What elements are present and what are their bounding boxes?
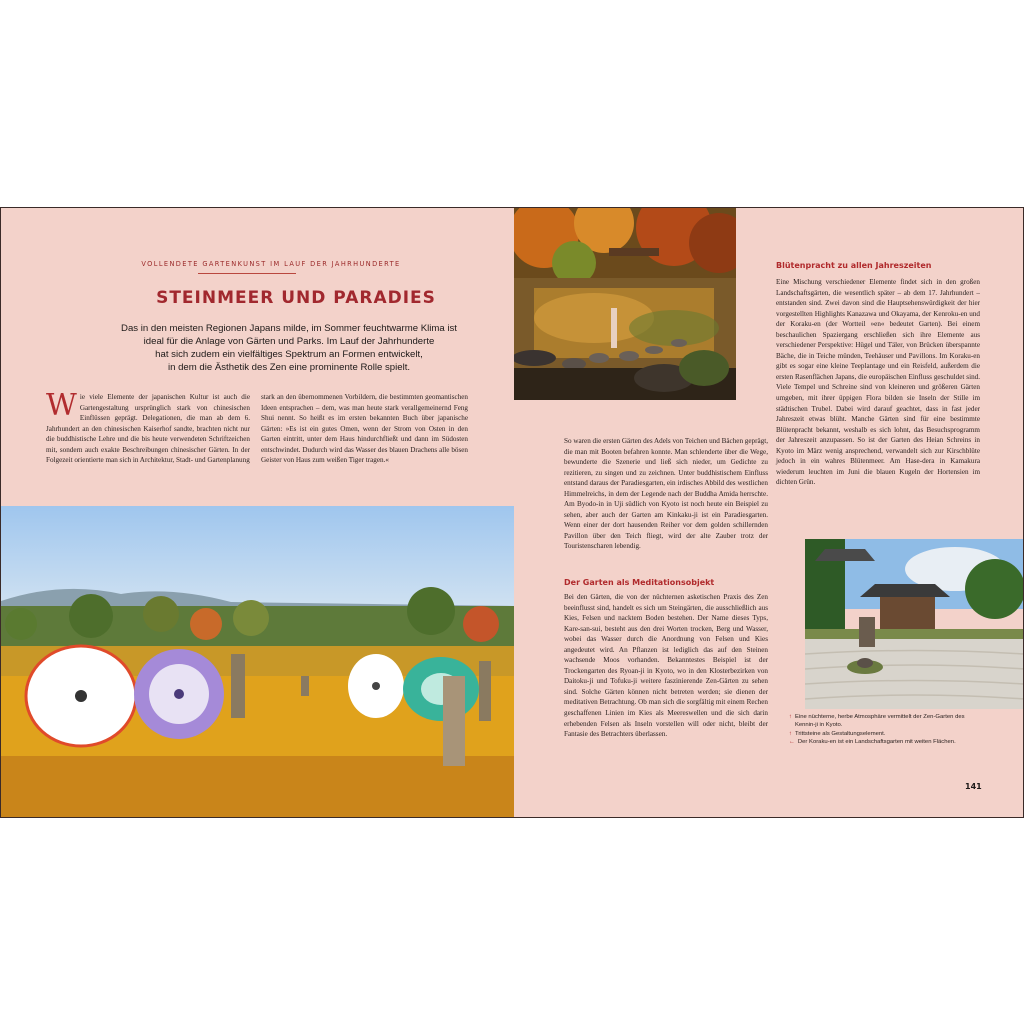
- caption: ↑ Trittsteine als Gestaltungselement.: [789, 730, 886, 737]
- kicker-rule: [198, 273, 296, 274]
- lead-paragraph: Das in den meisten Regionen Japans milde, im Sommer feuchtwarme Klima ist ideal für die Anlage von Gärten und Parks. Im Lauf der Jahrhunderte hat sich zudem ein vielfältiges Spektrum an Formen entwickelt, in dem die Ästhetik des Zen eine prominente Rolle spielt.: [121, 323, 457, 373]
- subhead-meditation: Der Garten als Meditationsobjekt: [564, 578, 715, 587]
- drop-cap: W: [46, 388, 77, 423]
- body-text: ie viele Elemente der japanischen Kultur ist auch die Gartengestaltung ursprünglich stark von chinesischen Einflüssen geprägt. Delegationen, die man ab dem 6. Jahrhundert an den chinesischen Kaiserhof sandte, brachten nicht nur die buddhistische Lehre und die bis heute verwendeten Schriftzeichen mit, sondern auch exakte Beschreibungen chinesischer Gärten. In der Folgezeit orientierte man sich in Architektur, Stadt- und Gartenplanung: [46, 393, 250, 465]
- body-text: So waren die ersten Gärten des Adels von Teichen und Bächen geprägt, die man mit Booten befahren konnte. Man schlenderte über die Wege, bewunderte die Szenerie und ließ sich nieder, um Gedichte zu rezitieren, zu singen und zu zeichnen. Unter buddhistischem Einfluss entstand daraus der Paradiesgarten, ein irdisches Abbild des westlichen Himmelreichs, in dem der Legende nach der Buddha Amida herrschte. Am Byodo-in in Uji südlich von Kyoto ist noch heute ein Beispiel zu sehen, aber auch der Garten am Kinkaku-ji ist ein Paradiesgarten. Wenn einer der dort hausenden Reiher vor dem golden schillernden Pavillon über den Teich fliegt, wird der alte Zauber trotz der Touristenscharen lebendig.: [564, 437, 769, 551]
- umbrella-field-photo: [1, 506, 514, 818]
- arrow-left-icon: ←: [789, 738, 795, 745]
- text-column-3b: [564, 592, 768, 740]
- subhead-seasons: Blütenpracht zu allen Jahreszeiten: [776, 261, 932, 270]
- page-number: 141: [965, 782, 982, 791]
- text-column-2: [261, 392, 468, 466]
- text-column-4: [776, 277, 980, 488]
- body-text: Eine Mischung verschiedener Elemente findet sich in den großen Landschaftsgärten, die wesentlich später – ab dem 17. Jahrhundert – entstanden sind. Zwei davon sind die Hauptsehenswürdigkeit der hier vorgestellten Highlights Kanazawa und Okayama, der Kenroku-en und der Koraku-en (der Wortteil »en« bedeutet Garten). Bei einem beschaulichen Spaziergang erschließen sich ihre Elemente aus verschiedener Perspektive: Hügel und Täler, von Brücken überspannte Bäche, die in Teiche münden, Teehäuser und Pavillons. Im Koraku-en gibt es sogar eine kleine Teeplantage und ein Reisfeld, außerdem die ersten Rasenflächen Japans, die europäischen Einfluss geschuldet sind. Viele Tempel und Schreine sind von kleineren und größeren Gärten umgeben, mit ihrer üppigen Flora bilden sie Inseln der Stille im städtischen Trubel. Dabei wird darauf geachtet, dass in fast jeder Jahreszeit etwas blüht. Manche Gärten sind für eine bestimmte Blütenpracht bekannt, weshalb es sich lohnt, das Besuchsprogramm der Jahreszeit anzupassen. So ist der Garten des Heian Schreins in Kyoto im März wenig ansprechend, verwandelt sich zur Kirschblüte jedoch in ein wahres Blütenmeer. Am Hase-dera in Kamakura wiederum leuchten im Juni die blauen Kugeln der Hortensien im dichten Grün.: [776, 278, 980, 487]
- text-column-3: [564, 436, 768, 552]
- arrow-up-icon: ↑: [789, 714, 792, 720]
- caption: ↑ Eine nüchterne, herbe Atmosphäre vermittelt der Zen-Garten des Kennin-ji in Kyoto.: [789, 714, 965, 729]
- book-spread: [0, 207, 1024, 818]
- text-column-1: [46, 388, 250, 466]
- caption: ← Der Koraku-en ist ein Landschaftsgarten mit weiten Flächen.: [789, 738, 956, 745]
- section-kicker: VOLLENDETE GARTENKUNST IM LAUF DER JAHRHUNDERTE: [141, 260, 401, 268]
- body-text: stark an den übernommenen Vorbildern, die bestimmten geomantischen Ideen entsprachen – dem, was man heute stark verallgemeinernd Feng Shui nennt. So heißt es im ersten bekannten Buch über japanische Gärten: »Es ist ein gutes Omen, wenn der Strom von Osten in den Garten eintritt, unter dem Haus hindurchfließt und dann im Südosten entschwindet. Dudurch wird das Wasser des blauen Drachens alle bösen Geister von Haus zum weißen Tiger tragen.«: [261, 393, 468, 465]
- arrow-up-icon: ↑: [789, 730, 792, 737]
- zen-garden-photo: [805, 539, 1024, 709]
- body-text: Bei den Gärten, die von der nüchternen asketischen Praxis des Zen beeinflusst sind, handelt es sich um Steingärten, die ausschließlich aus Kies, Felsen und nacktem Boden bestehen. Der Name dieses Typs, Kare-san-sui, besteht aus den drei Worten trocken, Berg und Wasser, wobei das Wasser durch die Anordnung von Felsen und Kies angedeutet wird. An Pflanzen ist lediglich das auf den Steinen wachsende Moos vorhanden. Bekanntestes Beispiel ist der Trockengarten des Ryoan-ji in Kyoto, wo in den Klosterbezirken von Daitoku-ji und Tofuku-ji weitere faszinierende Zen-Gärten zu sehen sind. Solche Gärten können nicht betreten werden; sie dienen der meditativen Betrachtung. Ob man sich die sorgfältig mit einem Rechen geschaffenen Linien im Kies als Meereswellen und die sich darin erhebenden Felsen als Inseln vorstellen will oder nicht, bleibt der Fantasie des Betrachters überlassen.: [564, 593, 768, 739]
- image-captions: [789, 713, 969, 746]
- page-title: STEINMEER UND PARADIES: [156, 288, 436, 308]
